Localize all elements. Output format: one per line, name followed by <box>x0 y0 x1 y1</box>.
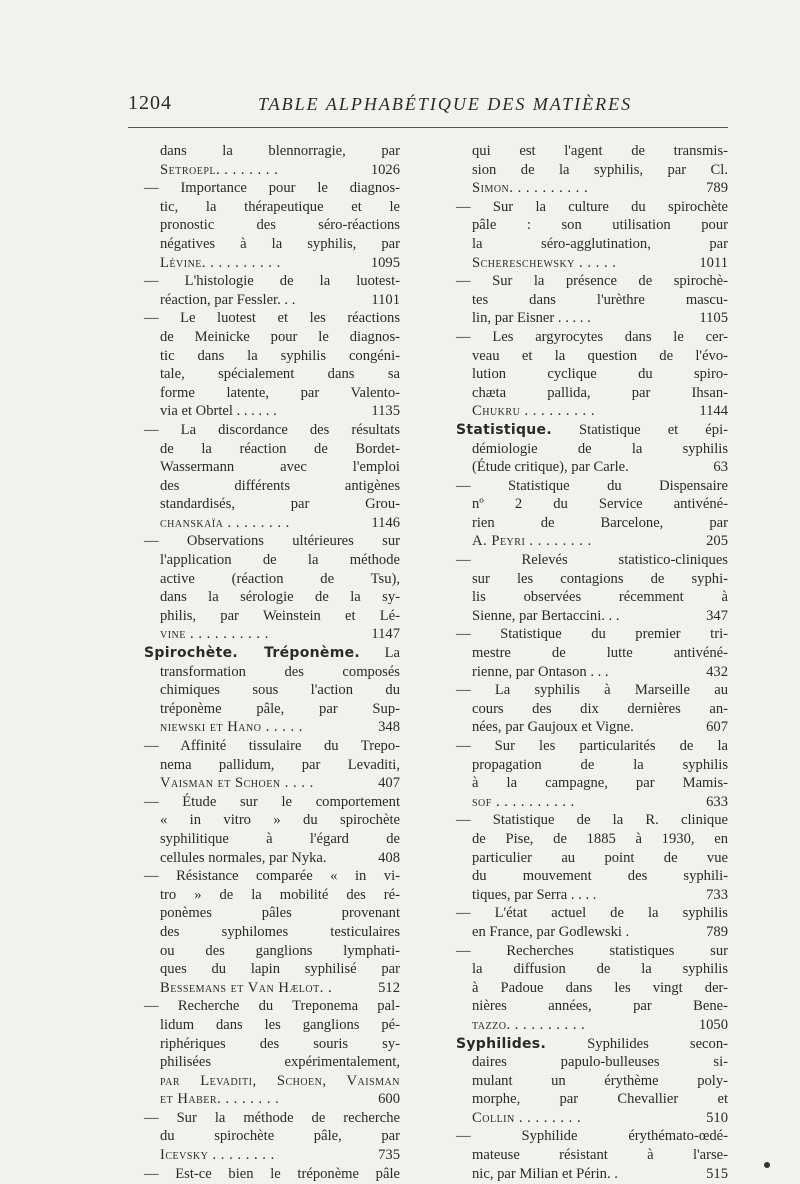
page-ref: 789 <box>692 179 728 198</box>
index-heading: Syphilides. <box>456 1035 547 1052</box>
index-entry: — Résistance comparée « in vi- tro » de la mobilité des ré- ponèmes pâles provenant des syphilomes testiculaires ou des ganglions lymphati- ques du lapin syphilisé par Bessemans et Van Hælot. . 512 <box>144 868 400 996</box>
index-entry: — Sur la culture du spirochète pâle : son utilisation pour la séro-agglutination, par Schereschewsky . . . . . 1011 <box>456 198 728 271</box>
page-ref: 1105 <box>692 309 728 328</box>
index-entry: — Sur la présence de spirochè- tes dans l'urèthre mascu- lin, par Eisner . . . . . 1105 <box>456 273 728 327</box>
ink-speck <box>764 1162 770 1168</box>
index-heading: Statistique. <box>456 421 552 438</box>
page-ref: 1144 <box>692 402 728 421</box>
index-entry: — Sur la méthode de recherche du spirochète pâle, par Icevsky . . . . . . . . 735 <box>144 1109 400 1164</box>
page-ref: 633 <box>692 793 728 812</box>
page-ref: 1147 <box>364 625 400 644</box>
index-entry: — Le luotest et les réactions de Meinicke pour le diagnos- tic dans la syphilis congéni- tale, spécialement dans sa forme latente, par Valento- via et Obrtel . . . . . . 1135 <box>144 310 400 420</box>
index-entry: qui est l'agent de transmis- sion de la syphilis, par Cl. Simon. . . . . . . . . . 789 <box>472 143 728 197</box>
page-ref: 407 <box>364 774 400 793</box>
index-entry: — Sur les particularités de la propagation de la syphilis à la campagne, par Mamis- sof . . . . . . . . . . 633 <box>456 738 728 810</box>
page-ref: 1101 <box>364 291 400 310</box>
page-ref: 733 <box>692 886 728 905</box>
index-entry: — Relevés statistico-cliniques sur les contagions de syphi- lis observées récemment à Sienne, par Bertaccini. . . 347 <box>456 552 728 624</box>
page-ref: 347 <box>692 607 728 626</box>
page-ref: 1135 <box>364 402 400 421</box>
page-ref: 512 <box>364 979 400 998</box>
index-entry: — L'histologie de la luotest- réaction, par Fessler. . . 1101 <box>144 273 400 308</box>
index-heading-entry: Spirochète. Tréponème. La transformation des composés chimiques sous l'action du tréponème pâle, par Sup- niewski et Hano . . . . . 348 <box>144 645 400 736</box>
index-entry: — Les argyrocytes dans le cer- veau et la question de l'évo- lution cyclique du spiro- chæta pallida, par Ihsan- Chukru . . . . . . . . . 1144 <box>456 328 728 420</box>
index-entry: — Affinité tissulaire du Trepo- nema pallidum, par Levaditi, Vaisman et Schoen . . . . 407 <box>144 738 400 792</box>
page-ref: 63 <box>692 458 728 477</box>
page-ref: 510 <box>692 1109 728 1128</box>
page-number: 1204 <box>128 92 172 114</box>
index-heading: Spirochète. Tréponème. <box>144 645 361 662</box>
page-ref: 515 <box>692 1165 728 1184</box>
page-ref: 789 <box>692 923 728 942</box>
index-entry: — Statistique de la R. clinique de Pise, de 1885 à 1930, en particulier au point de vue du mouvement des syphili- tiques, par Serra . . . . 733 <box>456 812 728 903</box>
page-ref: 432 <box>692 663 728 682</box>
left-column <box>144 142 400 1183</box>
index-entry: — La syphilis à Marseille au cours des dix dernières an- nées, par Gaujoux et Vigne. 607 <box>456 682 728 736</box>
index-entry: — Statistique du premier tri- mestre de lutte antivéné- rienne, par Ontason . . . 432 <box>456 626 728 680</box>
index-entry: — Statistique du Dispensaire nº 2 du Service antivéné- rien de Barcelone, par A. Peyri . . . . . . . . 205 <box>456 477 728 550</box>
page-ref: 408 <box>364 849 400 868</box>
page-ref: 1095 <box>364 254 400 273</box>
index-entry: — L'état actuel de la syphilis en France, par Godlewski . 789 <box>456 905 728 940</box>
page-ref: 1050 <box>692 1016 728 1035</box>
index-entry: — La discordance des résultats de la réaction de Bordet- Wassermann avec l'emploi des différents antigènes standardisés, par Grou- chanskaïa . . . . . . . . 1146 <box>144 421 400 531</box>
index-entry: — Importance pour le diagnos- tic, la thérapeutique et le pronostic des séro-réactions négatives à la syphilis, par Lévine. . . . . . . . . . 1095 <box>144 180 400 271</box>
index-heading-entry: Statistique. Statistique et épi- démiologie de la syphilis (Étude critique), par Carle. 63 <box>456 421 728 476</box>
index-entry: — Étude sur le comportement « in vitro » du spirochète syphilitique à l'égard de cellules normales, par Nyka. 408 <box>144 793 400 866</box>
index-entry: — Recherche du Treponema pal- lidum dans les ganglions pé- riphériques des souris sy- philisées expérimentalement, par Levaditi, Schoen, Vaisman et Haber. . . . . . . . 600 <box>144 998 400 1108</box>
page-ref: 607 <box>692 718 728 737</box>
running-title: TABLE ALPHABÉTIQUE DES MATIÈRES <box>258 94 633 114</box>
page-ref: 1011 <box>692 254 728 273</box>
page-ref: 348 <box>364 718 400 737</box>
page-ref: 1146 <box>364 514 400 533</box>
page-ref: 205 <box>692 532 728 551</box>
index-heading-entry: Syphilides. Syphilides secon- daires papulo-bulleuses si- mulant un érythème poly- morphe, par Chevallier et Collin . . . . . . . . 510 <box>456 1035 728 1126</box>
index-entry: — Est-ce bien le tréponème pâle <box>144 1165 400 1182</box>
index-entry: — Recherches statistiques sur la diffusion de la syphilis à Padoue dans les vingt der- nières années, par Bene- tazzo. . . . . . . . . . 1050 <box>456 942 728 1033</box>
right-column <box>456 142 728 1183</box>
index-entry: — Syphilide érythémato-œdé- mateuse résistant à l'arse- nic, par Milian et Périn. . 515 <box>456 1128 728 1182</box>
running-header <box>128 92 728 122</box>
header-rule <box>128 127 728 128</box>
index-entry: — Observations ultérieures sur l'application de la méthode active (réaction de Tsu), dans la sérologie de la sy- philis, par Weinstein et Lé- vine . . . . . . . . . . 1147 <box>144 533 400 643</box>
page-ref: 735 <box>364 1146 400 1165</box>
page-ref: 1026 <box>364 161 400 180</box>
page-ref: 600 <box>364 1090 400 1109</box>
index-entry: dans la blennorragie, par Setroepl. . . . . . . . 1026 <box>160 143 400 178</box>
